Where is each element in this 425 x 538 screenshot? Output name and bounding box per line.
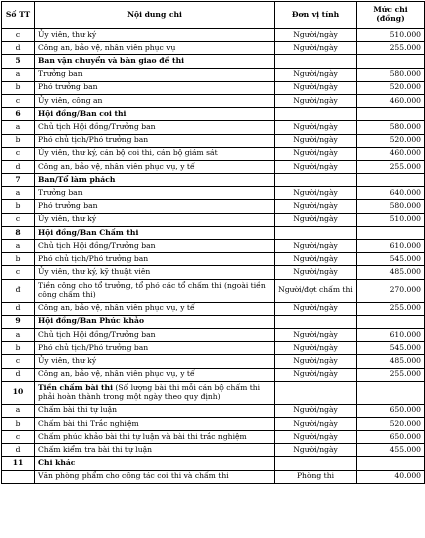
row-unit: Người/ngày xyxy=(275,404,357,417)
row-content: Trưởng ban xyxy=(35,68,275,81)
row-amount: 580.000 xyxy=(357,121,425,134)
row-amount: 485.000 xyxy=(357,355,425,368)
section-row xyxy=(2,174,425,187)
row-stt: c xyxy=(2,147,35,160)
row-stt: b xyxy=(2,134,35,147)
header-rate: Mức chi (đồng) xyxy=(357,2,425,29)
row-unit: Người/ngày xyxy=(275,240,357,253)
row-stt: a xyxy=(2,240,35,253)
section-row xyxy=(2,381,425,404)
row-content: Ủy viên, thư ký xyxy=(35,355,275,368)
section-unit-empty xyxy=(275,174,357,187)
row-content: Chấm bài thi tự luận xyxy=(35,404,275,417)
row-content: Ủy viên, thư ký xyxy=(35,213,275,226)
row-content: Trưởng ban xyxy=(35,187,275,200)
row-stt: a xyxy=(2,187,35,200)
table-row xyxy=(2,200,425,213)
row-unit: Người/ngày xyxy=(275,94,357,107)
section-amount-empty xyxy=(357,315,425,328)
row-content: Ủy viên, thư ký, cán bộ coi thi, cán bộ giám sát xyxy=(35,147,275,160)
section-number: 7 xyxy=(2,174,35,187)
header-stt: Số TT xyxy=(2,2,35,29)
row-amount: 460.000 xyxy=(357,147,425,160)
table-body xyxy=(2,29,425,484)
table-row xyxy=(2,147,425,160)
row-unit: Người/ngày xyxy=(275,29,357,42)
table-header-row xyxy=(2,2,425,29)
section-title xyxy=(35,381,275,404)
row-unit: Người/ngày xyxy=(275,368,357,381)
table-row xyxy=(2,68,425,81)
section-number: 6 xyxy=(2,108,35,121)
section-amount-empty xyxy=(357,381,425,404)
row-stt: d xyxy=(2,368,35,381)
row-amount: 40.000 xyxy=(357,470,425,483)
row-amount: 255.000 xyxy=(357,160,425,173)
section-row xyxy=(2,457,425,470)
section-unit-empty xyxy=(275,55,357,68)
row-content: Ủy viên, thư ký xyxy=(35,29,275,42)
row-amount: 270.000 xyxy=(357,279,425,302)
row-unit: Người/ngày xyxy=(275,417,357,430)
table-row xyxy=(2,279,425,302)
row-amount: 520.000 xyxy=(357,134,425,147)
row-content: Ủy viên, thư ký, kỹ thuật viên xyxy=(35,266,275,279)
row-content: Công an, bảo vệ, nhân viên phục vụ xyxy=(35,42,275,55)
row-stt: b xyxy=(2,81,35,94)
table-row xyxy=(2,81,425,94)
row-stt: c xyxy=(2,29,35,42)
row-content: Công an, bảo vệ, nhân viên phục vụ, y tế xyxy=(35,368,275,381)
row-amount: 545.000 xyxy=(357,253,425,266)
row-stt: b xyxy=(2,342,35,355)
row-unit: Người/ngày xyxy=(275,302,357,315)
row-unit: Người/ngày xyxy=(275,160,357,173)
row-content: Chủ tịch Hội đồng/Trưởng ban xyxy=(35,328,275,341)
row-content: Phó chủ tịch/Phó trưởng ban xyxy=(35,253,275,266)
row-amount: 455.000 xyxy=(357,444,425,457)
section-title: Chi khác xyxy=(35,457,275,470)
row-unit: Người/đợt chấm thi xyxy=(275,279,357,302)
table-row xyxy=(2,368,425,381)
table-row xyxy=(2,213,425,226)
row-unit: Người/ngày xyxy=(275,355,357,368)
row-stt: c xyxy=(2,431,35,444)
row-content: Chấm kiểm tra bài thi tự luận xyxy=(35,444,275,457)
table-row xyxy=(2,302,425,315)
row-stt: c xyxy=(2,94,35,107)
section-title-text: Tiền chấm bài thi xyxy=(38,382,113,392)
row-amount: 460.000 xyxy=(357,94,425,107)
section-number: 9 xyxy=(2,315,35,328)
row-unit: Người/ngày xyxy=(275,68,357,81)
section-row xyxy=(2,315,425,328)
row-stt: b xyxy=(2,417,35,430)
row-stt: a xyxy=(2,404,35,417)
section-row xyxy=(2,108,425,121)
row-unit: Người/ngày xyxy=(275,121,357,134)
table-row xyxy=(2,431,425,444)
table-row xyxy=(2,404,425,417)
row-amount: 520.000 xyxy=(357,81,425,94)
row-stt: d xyxy=(2,42,35,55)
table-row xyxy=(2,470,425,483)
table-row xyxy=(2,29,425,42)
section-number: 5 xyxy=(2,55,35,68)
row-amount: 545.000 xyxy=(357,342,425,355)
table-row xyxy=(2,134,425,147)
row-stt: c xyxy=(2,266,35,279)
row-amount: 650.000 xyxy=(357,431,425,444)
row-unit: Người/ngày xyxy=(275,134,357,147)
row-content: Công an, bảo vệ, nhân viên phục vụ, y tế xyxy=(35,302,275,315)
row-unit: Người/ngày xyxy=(275,213,357,226)
section-row xyxy=(2,226,425,239)
row-stt: d xyxy=(2,302,35,315)
header-content: Nội dung chi xyxy=(35,2,275,29)
row-unit: Người/ngày xyxy=(275,328,357,341)
row-stt: d xyxy=(2,444,35,457)
table-row xyxy=(2,355,425,368)
row-unit: Người/ngày xyxy=(275,42,357,55)
row-stt: c xyxy=(2,355,35,368)
row-stt: a xyxy=(2,121,35,134)
row-content: Chấm phúc khảo bài thi tự luận và bài thi trắc nghiệm xyxy=(35,431,275,444)
table-row xyxy=(2,444,425,457)
row-unit: Người/ngày xyxy=(275,200,357,213)
row-amount: 640.000 xyxy=(357,187,425,200)
row-amount: 610.000 xyxy=(357,240,425,253)
section-unit-empty xyxy=(275,108,357,121)
row-content: Ủy viên, công an xyxy=(35,94,275,107)
row-unit: Người/ngày xyxy=(275,187,357,200)
expense-table xyxy=(1,1,425,484)
table-row xyxy=(2,253,425,266)
row-stt: a xyxy=(2,328,35,341)
row-unit: Phòng thi xyxy=(275,470,357,483)
table-row xyxy=(2,417,425,430)
row-content: Phó chủ tịch/Phó trưởng ban xyxy=(35,134,275,147)
row-stt: đ xyxy=(2,279,35,302)
row-content: Phó trưởng ban xyxy=(35,200,275,213)
table-row xyxy=(2,121,425,134)
row-content: Văn phòng phẩm cho công tác coi thi và chấm thi xyxy=(35,470,275,483)
row-amount: 520.000 xyxy=(357,417,425,430)
row-unit: Người/ngày xyxy=(275,81,357,94)
row-content: Chủ tịch Hội đồng/Trưởng ban xyxy=(35,240,275,253)
row-content: Chủ tịch Hội đồng/Trưởng ban xyxy=(35,121,275,134)
row-amount: 510.000 xyxy=(357,213,425,226)
row-amount: 485.000 xyxy=(357,266,425,279)
row-stt: a xyxy=(2,68,35,81)
row-amount: 255.000 xyxy=(357,42,425,55)
table-row xyxy=(2,266,425,279)
table-row xyxy=(2,42,425,55)
row-content: Phó trưởng ban xyxy=(35,81,275,94)
section-title: Hội đồng/Ban Phúc khảo xyxy=(35,315,275,328)
row-unit: Người/ngày xyxy=(275,266,357,279)
section-unit-empty xyxy=(275,226,357,239)
row-amount: 510.000 xyxy=(357,29,425,42)
section-amount-empty xyxy=(357,457,425,470)
row-unit: Người/ngày xyxy=(275,444,357,457)
table-row xyxy=(2,160,425,173)
section-unit-empty xyxy=(275,315,357,328)
header-unit: Đơn vị tính xyxy=(275,2,357,29)
section-title: Hội đồng/Ban coi thi xyxy=(35,108,275,121)
row-unit: Người/ngày xyxy=(275,342,357,355)
row-content: Chấm bài thi Trắc nghiệm xyxy=(35,417,275,430)
row-amount: 580.000 xyxy=(357,200,425,213)
section-unit-empty xyxy=(275,457,357,470)
row-stt: c xyxy=(2,213,35,226)
section-number: 8 xyxy=(2,226,35,239)
section-title-note: (Số lượng bài thi mỗi cán bộ chấm thi phải hoàn thành trong một ngày theo quy định) xyxy=(38,382,261,401)
section-amount-empty xyxy=(357,226,425,239)
row-stt xyxy=(2,470,35,483)
section-number: 11 xyxy=(2,457,35,470)
row-stt: d xyxy=(2,160,35,173)
section-title: Ban vận chuyển và bàn giao đề thi xyxy=(35,55,275,68)
row-amount: 255.000 xyxy=(357,302,425,315)
table-row xyxy=(2,187,425,200)
section-amount-empty xyxy=(357,174,425,187)
section-number: 10 xyxy=(2,381,35,404)
row-amount: 580.000 xyxy=(357,68,425,81)
row-stt: b xyxy=(2,253,35,266)
row-unit: Người/ngày xyxy=(275,147,357,160)
table-row xyxy=(2,94,425,107)
table-row xyxy=(2,328,425,341)
row-content: Tiền công cho tổ trưởng, tổ phó các tổ chấm thi (ngoài tiền công chấm thi) xyxy=(35,279,275,302)
section-amount-empty xyxy=(357,108,425,121)
row-unit: Người/ngày xyxy=(275,431,357,444)
row-content: Công an, bảo vệ, nhân viên phục vụ, y tế xyxy=(35,160,275,173)
section-amount-empty xyxy=(357,55,425,68)
row-amount: 255.000 xyxy=(357,368,425,381)
row-stt: b xyxy=(2,200,35,213)
row-amount: 650.000 xyxy=(357,404,425,417)
row-content: Phó chủ tịch/Phó trưởng ban xyxy=(35,342,275,355)
table-row xyxy=(2,240,425,253)
section-title: Ban/Tổ làm phách xyxy=(35,174,275,187)
row-amount: 610.000 xyxy=(357,328,425,341)
table-row xyxy=(2,342,425,355)
section-unit-empty xyxy=(275,381,357,404)
section-row xyxy=(2,55,425,68)
section-title: Hội đồng/Ban Chấm thi xyxy=(35,226,275,239)
row-unit: Người/ngày xyxy=(275,253,357,266)
